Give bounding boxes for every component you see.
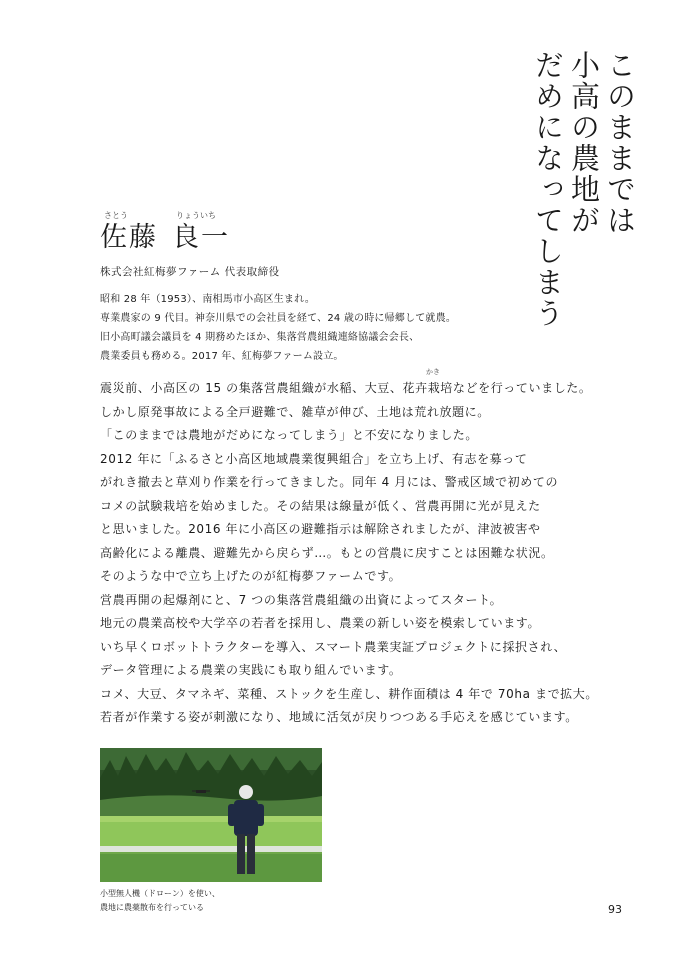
photo-illustration [100,748,322,882]
company-title: 株式会社紅梅夢ファーム 代表取締役 [100,266,280,278]
body-line: 地元の農業高校や大学卒の若者を採用し、農業の新しい姿を模索しています。 [100,616,541,630]
given-name: 良一 [172,222,230,253]
body-line: 震災前、小高区の 15 の集落営農組織が水稲、大豆、花卉栽培などを行っていました。 [100,381,592,395]
body-line: 「このままでは農地がだめになってしまう」と不安になりました。 [100,428,479,442]
body-line: データ管理による農業の実践にも取り組んでいます。 [100,663,402,677]
drone-photo [100,748,322,882]
caption-line: 小型無人機（ドローン）を使い、 [100,889,220,898]
profile-line: 旧小高町議会議員を 4 期務めたほか、集落営農組織連絡協議会会長、 [100,332,420,343]
body-ruby-note: かき [426,368,440,376]
page-number: 93 [608,903,622,916]
profile-line: 昭和 28 年（1953）、南相馬市小高区生まれ。 [100,294,316,305]
person-name-block [100,208,280,279]
body-line: 高齢化による離農、避難先から戻らず…。もとの営農に戻すことは困難な状況。 [100,545,554,560]
title-line-1: このままでは [603,50,637,236]
body-line: コメの試験栽培を始めました。その結果は線量が低く、営農再開に光が見えた [100,498,541,513]
caption-line: 農地に農薬散布を行っている [100,903,204,912]
person-name [100,222,280,254]
name-ruby [100,208,280,222]
profile-line: 農業委員も務める。2017 年、紅梅夢ファーム設立。 [100,351,344,362]
family-name: 佐藤 [100,222,158,253]
body-line: がれき撤去と草刈り作業を行ってきました。同年 4 月には、警戒区域で初めての [100,475,559,489]
ruby-family: さとう [104,211,128,220]
body-line: いち早くロボットトラクターを導入、スマート農業実証プロジェクトに採択され、 [100,639,567,654]
body-line: と思いました。2016 年に小高区の避難指示は解除されましたが、津波被害や [100,522,541,536]
body-line: 営農再開の起爆剤にと、7 つの集落営農組織の出資によってスタート。 [100,592,503,607]
profile [100,290,456,366]
body-line: しかし原発事故による全戸避難で、雑草が伸び、土地は荒れ放題に。 [100,404,490,419]
profile-line: 専業農家の 9 代目。神奈川県での会社員を経て、24 歳の時に帰郷して就農。 [100,313,457,324]
body-line: そのような中で立ち上げたのが紅梅夢ファームです。 [100,569,402,583]
body-line: 若者が作業する姿が刺激になり、地域に活気が戻りつつある手応えを感じています。 [100,710,578,724]
body-line: 2012 年に「ふるさと小高区地域農業復興組合」を立ち上げ、有志を募って [100,451,528,466]
vertical-title [530,50,638,329]
body-line: コメ、大豆、タマネギ、菜種、ストックを生産し、耕作面積は 4 年で 70ha まで拡大。 [100,686,598,701]
body-text [100,377,598,730]
photo-caption [100,887,220,915]
ruby-given: りょういち [176,211,216,220]
title-line-2: 小高の農地が [567,50,601,236]
title-line-3: だめになってしまう [531,50,565,329]
